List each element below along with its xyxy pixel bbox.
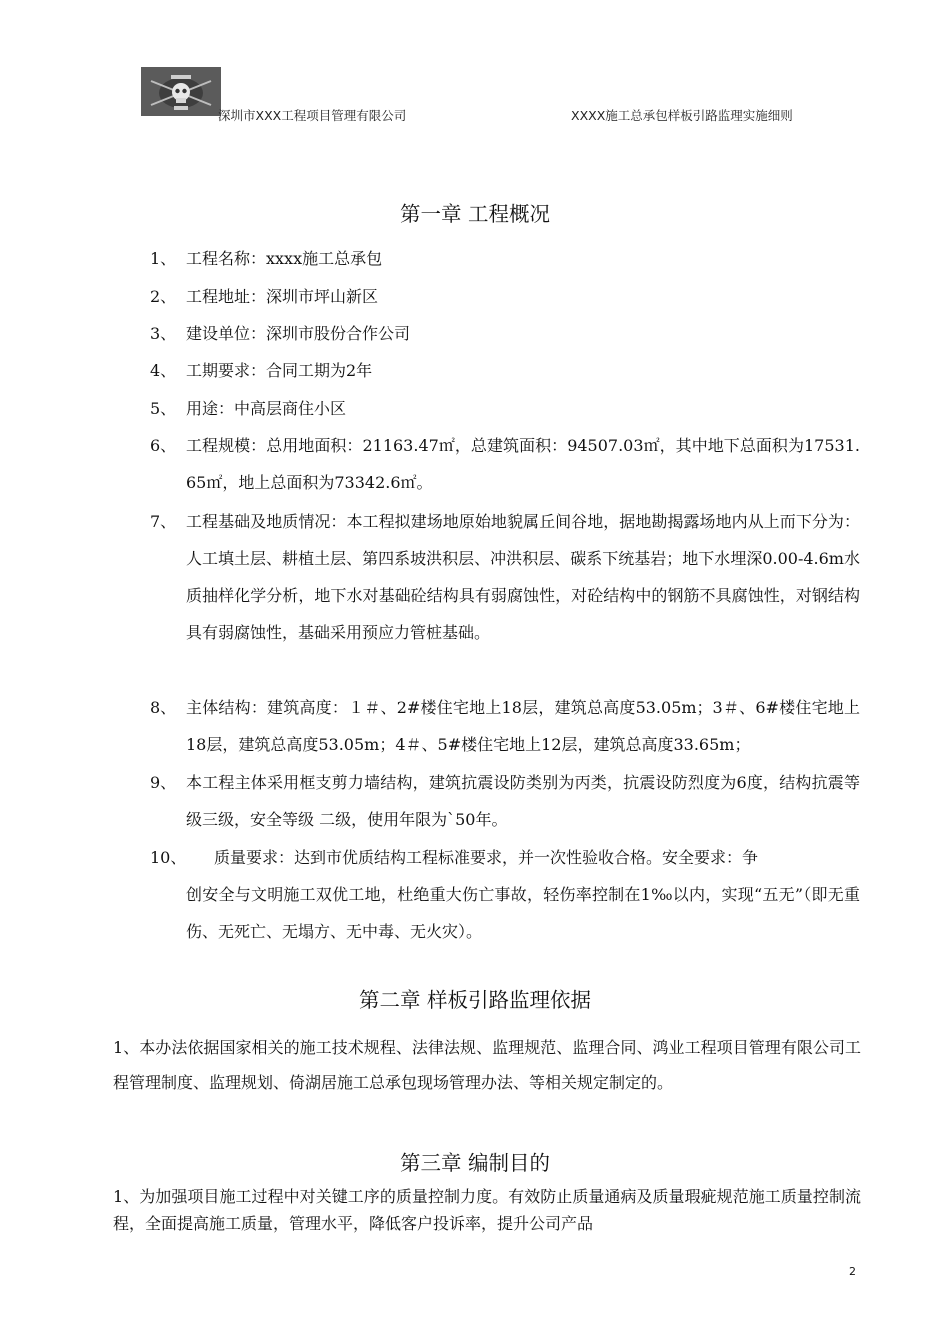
item-number: 4、 (150, 361, 177, 380)
list-item (150, 689, 860, 763)
page-number: 2 (849, 1265, 856, 1278)
item-text: 主体结构：建筑高度：１＃、2#楼住宅地上18层，建筑总高度53.05m；3＃、6#楼住宅地上18层，建筑总高度53.05m；4＃、5#楼住宅地上12层，建筑总高度33.65m； (186, 698, 860, 754)
item-number: 7、 (150, 512, 177, 531)
list-item (150, 278, 860, 315)
list-item (150, 352, 860, 389)
chapter3-paragraph: 1、为加强项目施工过程中对关键工序的质量控制力度。有效防止质量通病及质量瑕疵规范施工质量控制流程，全面提高施工质量，管理水平，降低客户投诉率，提升公司产品 (113, 1187, 861, 1233)
item-number: 6、 (150, 436, 177, 455)
chapter2-title: 第二章 样板引路监理依据 (358, 988, 592, 1012)
company-logo (141, 67, 221, 116)
item-text: 质量要求：达到市优质结构工程标准要求，并一次性验收合格。安全要求：争 (214, 848, 759, 867)
item-text: 工程规模：总用地面积：21163.47㎡，总建筑面积：94507.03㎡，其中地下总面积为17531.65㎡，地上总面积为73342.6㎡。 (186, 436, 860, 492)
item-number: 9、 (150, 773, 177, 792)
item-text: 工程地址：深圳市坪山新区 (186, 287, 379, 306)
list-item (150, 839, 860, 950)
chapter2-paragraph: 1、本办法依据国家相关的施工技术规程、法律法规、监理规范、监理合同、鸿业工程项目管理有限公司工程管理制度、监理规划、倚湖居施工总承包现场管理办法、等相关规定制定的。 (113, 1038, 861, 1092)
item-text: 用途：中高层商住小区 (186, 399, 347, 418)
item-text-continued: 创安全与文明施工双优工地，杜绝重大伤亡事故，轻伤率控制在1‰以内，实现“五无”（即无重伤、无死亡、无塌方、无中毒、无火灾）。 (186, 885, 860, 941)
item-number: 10、 (150, 848, 187, 867)
item-text: 工期要求：合同工期为2年 (186, 361, 373, 380)
chapter1-title: 第一章 工程概况 (399, 202, 551, 226)
item-number: 5、 (150, 399, 177, 418)
item-number: 1、 (150, 249, 177, 268)
skull-emblem-icon (141, 67, 221, 116)
list-item (150, 427, 860, 501)
header-company: 深圳市XXX工程项目管理有限公司 (218, 108, 407, 123)
item-number: 8、 (150, 698, 177, 717)
item-number: 2、 (150, 287, 177, 306)
list-item (150, 315, 860, 352)
item-text: 本工程主体采用框支剪力墙结构，建筑抗震设防类别为丙类，抗震设防烈度为6度，结构抗震等级三级，安全等级 二级，使用年限为`50年。 (186, 773, 860, 829)
item-text: 工程名称：xxxx施工总承包 (186, 249, 383, 268)
list-item (150, 390, 860, 427)
item-number: 3、 (150, 324, 177, 343)
header-doc-title: XXXX施工总承包样板引路监理实施细则 (571, 108, 793, 123)
list-item (150, 240, 860, 277)
item-text: 建设单位：深圳市股份合作公司 (186, 324, 411, 343)
list-item (150, 503, 860, 651)
list-item (150, 764, 860, 838)
chapter3-title: 第三章 编制目的 (399, 1151, 551, 1175)
item-text: 工程基础及地质情况：本工程拟建场地原始地貌属丘间谷地，据地勘揭露场地内从上而下分为：人工填土层、耕植土层、第四系坡洪积层、冲洪积层、碳系下统基岩；地下水埋深0.00-4.6m水质抽样化学分析，地下水对基础砼结构具有弱腐蚀性，对砼结构中的钢筋不具腐蚀性，对钢结构具有弱腐蚀性，基础采用预应力管桩基础。 (186, 512, 860, 642)
